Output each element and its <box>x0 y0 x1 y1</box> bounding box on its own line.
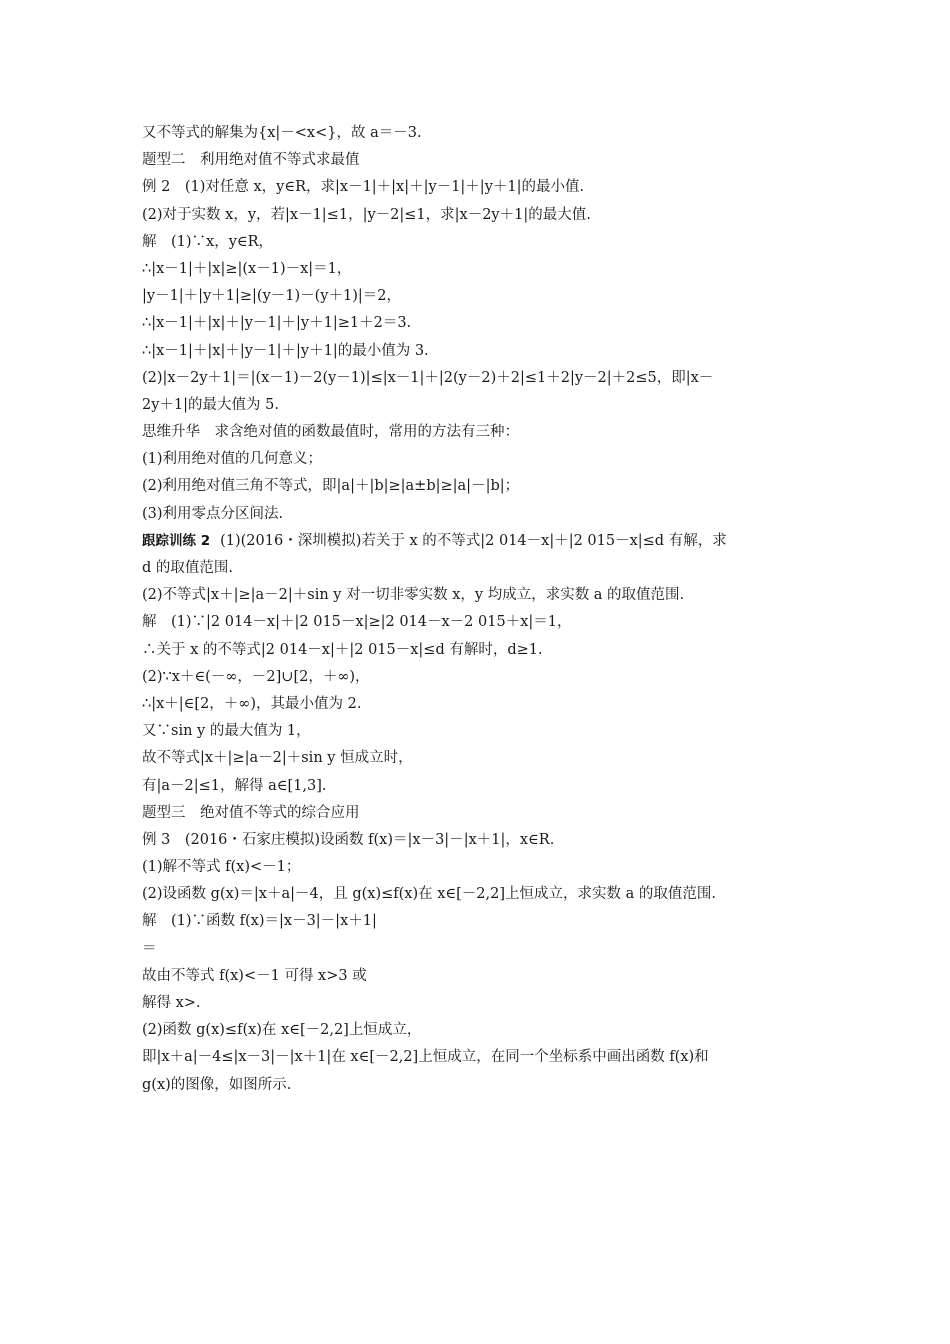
solution-line: 即|x＋a|－4≤|x－3|－|x＋1|在 x∈[－2,2]上恒成立，在同一个坐标系中画出函数 f(x)和 <box>142 1049 709 1066</box>
summary-item: (2)利用绝对值三角不等式，即|a|＋|b|≥|a±b|≥|a|－|b|； <box>142 478 520 495</box>
solution-line: 又∵sin y 的最大值为 1， <box>142 723 311 740</box>
solution-line: (2)∵x＋∈(－∞，－2]∪[2，＋∞)， <box>142 668 370 685</box>
training-text: (1)(2016・深圳模拟)若关于 x 的不等式|2 014－x|＋|2 015－x|≤d 有解，求 <box>220 532 727 549</box>
example-statement: 例 2 (1)对任意 x，y∈R，求|x－1|＋|x|＋|y－1|＋|y＋1|的最小值. <box>142 179 585 196</box>
solution-line: g(x)的图像，如图所示. <box>142 1076 292 1093</box>
training-statement: (2)不等式|x＋|≥|a－2|＋sin y 对一切非零实数 x，y 均成立，求实数 a 的取值范围. <box>142 587 685 604</box>
solution-line: 解 (1)∵x，y∈R， <box>142 233 274 250</box>
example-statement: 例 3 (2016・石家庄模拟)设函数 f(x)＝|x－3|－|x＋1|，x∈R. <box>142 831 555 848</box>
training-statement <box>142 528 814 555</box>
solution-line: 解 (1)∵函数 f(x)＝|x－3|－|x＋1| <box>142 913 377 930</box>
solution-line: 故由不等式 f(x)<－1 可得 x>3 或 <box>142 967 367 984</box>
solution-line: |y－1|＋|y＋1|≥|(y－1)－(y＋1)|＝2， <box>142 288 401 305</box>
solution-line: ∴|x－1|＋|x|＋|y－1|＋|y＋1|≥1＋2＝3. <box>142 315 412 332</box>
example-statement: (2)对于实数 x，y，若|x－1|≤1，|y－2|≤1，求|x－2y＋1|的最大值. <box>142 206 591 223</box>
training-continuation: d 的取值范围. <box>142 560 233 576</box>
summary-item: (3)利用零点分区间法. <box>142 505 284 522</box>
solution-line: ∴关于 x 的不等式|2 014－x|＋|2 015－x|≤d 有解时，d≥1. <box>142 641 543 658</box>
solution-line: (2)|x－2y＋1|＝|(x－1)－2(y－1)|≤|x－1|＋|2(y－2)＋2|≤1＋2|y－2|＋2≤5，即|x－ <box>142 369 714 386</box>
summary-heading: 思维升华 求含绝对值的函数最值时，常用的方法有三种： <box>142 424 519 441</box>
section-heading: 题型二 利用绝对值不等式求最值 <box>142 152 360 169</box>
solution-line: 解 (1)∵|2 014－x|＋|2 015－x|≥|2 014－x－2 015＋x|＝1， <box>142 614 572 631</box>
solution-line: (2)函数 g(x)≤f(x)在 x∈[－2,2]上恒成立， <box>142 1022 422 1039</box>
document-body <box>142 120 814 1099</box>
section-heading: 题型三 绝对值不等式的综合应用 <box>142 804 360 821</box>
solution-line: ＝ <box>142 940 157 957</box>
training-tag: 跟踪训练 2 <box>142 532 211 549</box>
solution-line: 故不等式|x＋|≥|a－2|＋sin y 恒成立时， <box>142 750 413 767</box>
text-line: 又不等式的解集为{x|－<x<}，故 a＝－3. <box>142 125 422 141</box>
example-statement: (2)设函数 g(x)＝|x＋a|－4，且 g(x)≤f(x)在 x∈[－2,2]上恒成立，求实数 a 的取值范围. <box>142 886 716 903</box>
solution-line: 2y＋1|的最大值为 5. <box>142 396 279 413</box>
example-statement: (1)解不等式 f(x)<－1； <box>142 859 301 876</box>
solution-line: ∴|x－1|＋|x|≥|(x－1)－x|＝1， <box>142 260 352 277</box>
solution-line: 有|a－2|≤1，解得 a∈[1,3]. <box>142 777 327 794</box>
solution-line: ∴|x＋|∈[2，＋∞)，其最小值为 2. <box>142 695 362 712</box>
solution-line: 解得 x>. <box>142 995 201 1011</box>
solution-line: ∴|x－1|＋|x|＋|y－1|＋|y＋1|的最小值为 3. <box>142 342 429 359</box>
summary-item: (1)利用绝对值的几何意义； <box>142 451 323 468</box>
